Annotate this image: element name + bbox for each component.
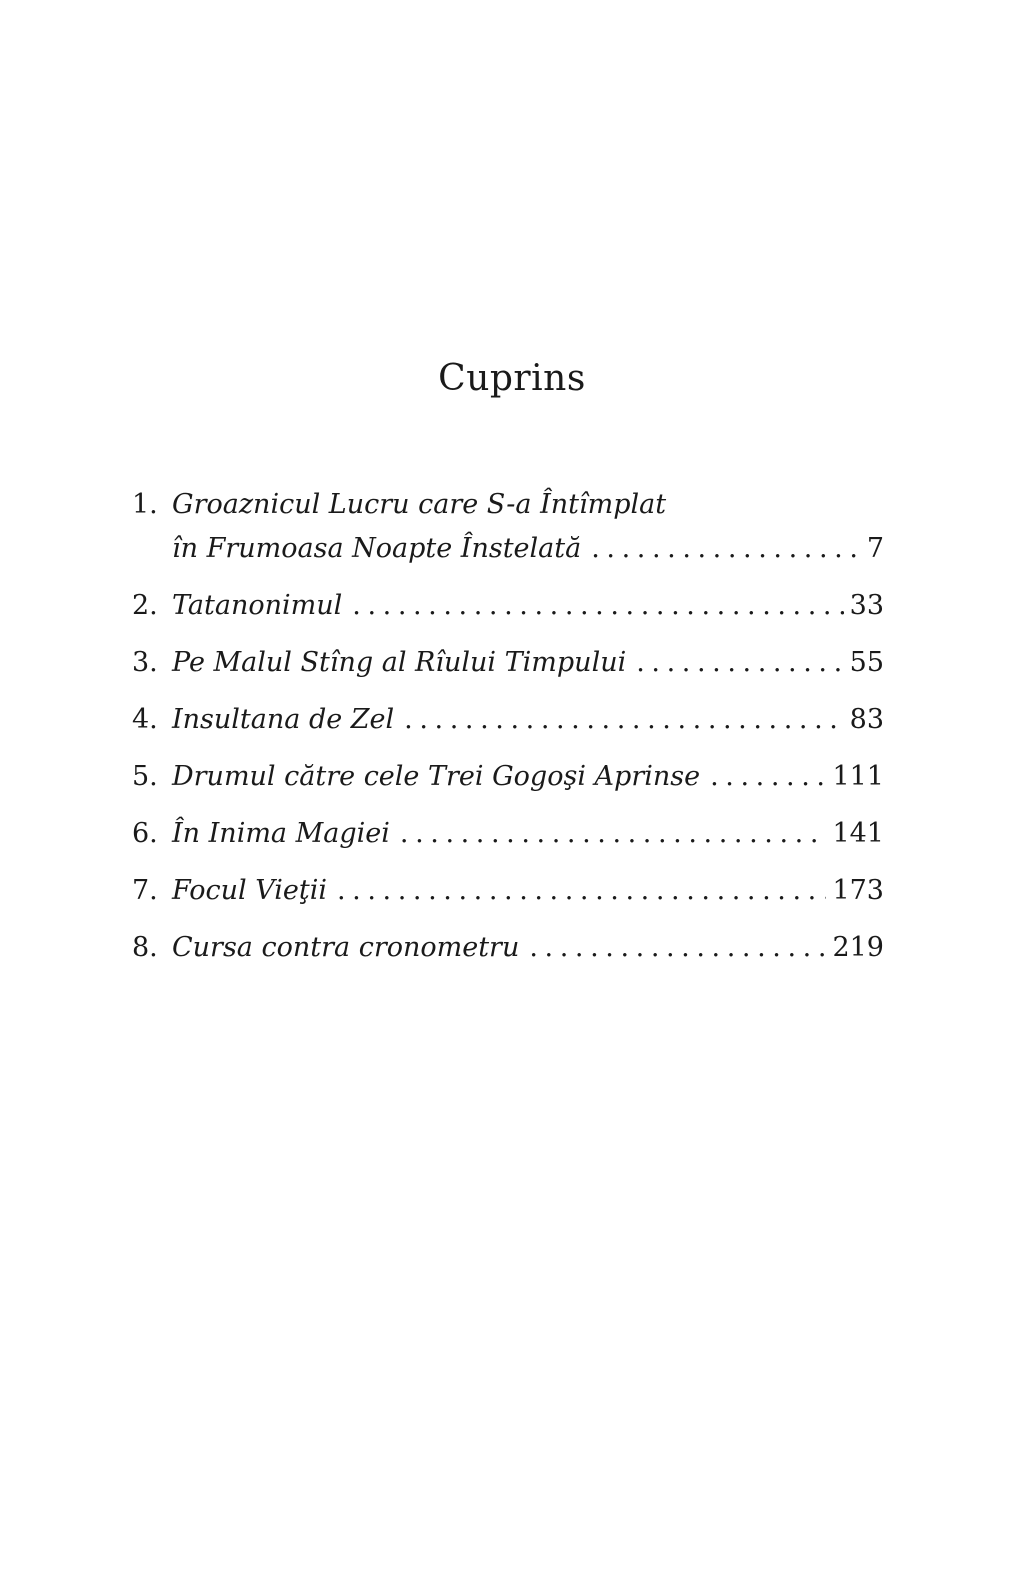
toc-entry-title: în Frumoasa Noapte Înstelată (172, 533, 582, 564)
toc-entry-8 (132, 925, 884, 970)
dot-leader (404, 697, 843, 742)
toc-entry-number: 7. (132, 875, 158, 906)
toc-entry-page: 173 (832, 875, 884, 906)
toc-entry-body (172, 868, 884, 913)
toc-entry-title: Tatanonimul (172, 590, 343, 621)
toc-entry-body (172, 640, 884, 685)
toc-entry-page: 219 (832, 932, 884, 963)
toc-entry-5 (132, 754, 884, 799)
table-of-contents (132, 482, 884, 982)
dot-leader (400, 811, 827, 856)
toc-entry-last-line (172, 526, 884, 571)
toc-entry-last-line (172, 640, 884, 685)
dot-leader (337, 868, 826, 913)
toc-entry-4 (132, 697, 884, 742)
toc-entry-6 (132, 811, 884, 856)
toc-entry-page: 141 (832, 818, 884, 849)
dot-leader (529, 925, 826, 970)
toc-entry-body (172, 583, 884, 628)
page-title: Cuprins (438, 358, 586, 399)
toc-entry-title: În Inima Magiei (172, 818, 390, 849)
dot-leader (710, 754, 826, 799)
dot-leader (591, 526, 861, 571)
toc-entry-3 (132, 640, 884, 685)
toc-entry-page: 33 (849, 590, 884, 621)
toc-entry-number: 1. (132, 489, 158, 520)
toc-entry-number: 3. (132, 647, 158, 678)
toc-entry-body (172, 754, 884, 799)
toc-entry-number: 6. (132, 818, 158, 849)
toc-entry-last-line (172, 868, 884, 913)
toc-entry-title: Insultana de Zel (172, 704, 395, 735)
toc-entry-title: Focul Vieţii (172, 875, 327, 906)
toc-entry-2 (132, 583, 884, 628)
toc-entry-title: Cursa contra cronometru (172, 932, 520, 963)
toc-entry-number: 5. (132, 761, 158, 792)
toc-entry-last-line (172, 925, 884, 970)
toc-entry-last-line (172, 754, 884, 799)
toc-entry-number: 4. (132, 704, 158, 735)
toc-entry-page: 7 (866, 533, 884, 564)
toc-entry-number: 8. (132, 932, 158, 963)
toc-entry-1 (132, 482, 884, 571)
toc-entry-body (172, 811, 884, 856)
toc-entry-title: Drumul către cele Trei Gogoşi Aprinse (172, 761, 701, 792)
toc-entry-body (172, 484, 884, 571)
dot-leader (352, 583, 843, 628)
toc-entry-title: Pe Malul Stîng al Rîului Timpului (172, 647, 627, 678)
toc-entry-page: 111 (832, 761, 884, 792)
toc-entry-page: 55 (849, 647, 884, 678)
toc-entry-7 (132, 868, 884, 913)
toc-entry-page: 83 (849, 704, 884, 735)
toc-entry-number: 2. (132, 590, 158, 621)
toc-entry-last-line (172, 583, 884, 628)
toc-entry-last-line (172, 811, 884, 856)
dot-leader (636, 640, 843, 685)
toc-entry-body (172, 697, 884, 742)
toc-entry-body (172, 925, 884, 970)
toc-entry-last-line (172, 697, 884, 742)
toc-entry-title-line1: Groaznicul Lucru care S-a Întîmplat (172, 489, 667, 520)
